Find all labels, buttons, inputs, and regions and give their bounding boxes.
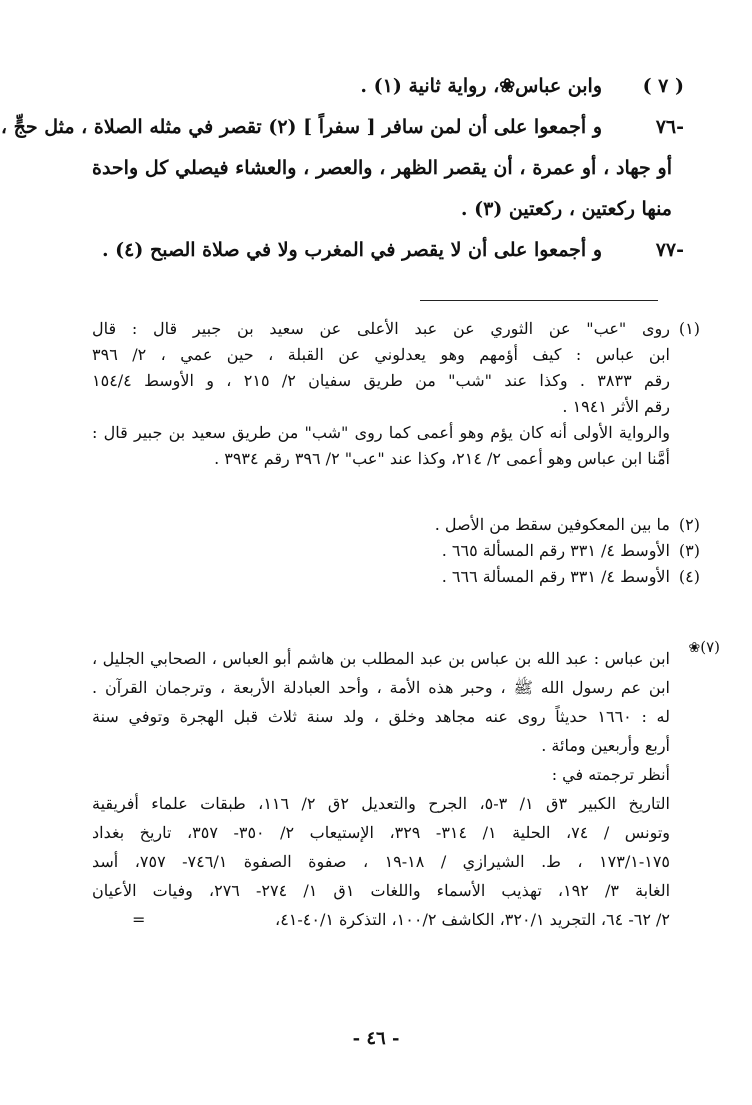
- main-text: [0, 66, 684, 271]
- bio-line: [92, 644, 670, 673]
- main-line-text: منها ركعتين ، ركعتين (٣) .: [460, 198, 672, 220]
- item-number: ( ٧ ): [642, 75, 684, 97]
- footnote-line: [92, 512, 700, 538]
- main-line: [92, 230, 684, 271]
- footnote-text: الأوسط ٤/ ٣٣١ رقم المسألة ٦٦٦ .: [441, 567, 670, 586]
- main-line-text: و أجمعوا على أن لا يقصر في المغرب ولا في صلاة الصبح (٤) .: [101, 239, 602, 261]
- bio-text: التاريخ الكبير ٣ق ١/ ٣-٥، الجرح والتعديل ٢ق ٢/ ١١٦، طبقات علماء أفريقية: [92, 794, 670, 813]
- main-line: [0, 107, 684, 148]
- bio-line: [92, 789, 670, 818]
- bio-text: أنظر ترجمته في :: [551, 765, 670, 784]
- footnote-number: (٣): [678, 541, 700, 560]
- bio-line: [92, 818, 670, 847]
- bio-line: [92, 876, 670, 905]
- main-line-text: وابن عباس❀، رواية ثانية (١) .: [360, 75, 602, 97]
- footnote-text: رقم ٣٨٣٣ . وكذا عند "شب" من طريق سفيان ٢/ ٢١٥ ، و الأوسط ١٥٤/٤: [92, 371, 671, 390]
- bio-text: وتونس / ٧٤، الحلية ١/ ٣١٤- ٣٢٩، الإستيعاب ٢/ ٣٥٠- ٣٥٧، تاريخ بغداد: [92, 823, 671, 842]
- footnote-text: ابن عباس : كيف أؤمهم وهو يعدلوني عن القبلة ، حين عمي ، ٢/ ٣٩٦: [92, 345, 670, 364]
- footnote-text: أمَّنا ابن عباس وهو أعمى ٢/ ٢١٤، وكذا عند "عب" ٢/ ٣٩٦ رقم ٣٩٣٤ .: [214, 449, 670, 468]
- continuation-mark: =: [132, 910, 146, 929]
- footnote-number: (٤): [678, 567, 700, 586]
- flower-icon: ❀: [688, 640, 701, 656]
- bio-text: ابن عباس : عبد الله بن عباس بن عبد المطلب بن هاشم أبو العباس ، الصحابي الجليل ،: [92, 649, 670, 668]
- bio-line: [92, 847, 670, 876]
- main-line-text: أو جهاد ، أو عمرة ، أن يقصر الظهر ، والعصر ، والعشاء فيصلي كل واحدة: [92, 157, 672, 179]
- bio-line: [92, 760, 670, 789]
- item-number: ٧٧-: [655, 239, 684, 261]
- main-line-text: و أجمعوا على أن لمن سافر [ سفراً ] (٢) تقصر في مثله الصلاة ، مثل حجٍّ ،: [0, 116, 602, 138]
- bio-line: [92, 731, 670, 760]
- footnote-text: والرواية الأولى أنه كان يؤم وهو أعمى كما روى "شب" من طريق سعيد بن جبير قال :: [92, 423, 670, 442]
- footnote-line: [92, 564, 700, 590]
- bio-text: ابن عم رسول الله ﷺ ، وحبر هذه الأمة ، وأحد العبادلة الأربعة ، وترجمان القرآن .: [92, 678, 670, 697]
- biography-note: [92, 638, 720, 934]
- footnote-line: [92, 368, 670, 394]
- footnote-text: الأوسط ٤/ ٣٣١ رقم المسألة ٦٦٥ .: [441, 541, 670, 560]
- footnotes: [92, 316, 700, 472]
- bio-number: [688, 638, 720, 656]
- bio-text: ٢/ ٦٢- ٦٤، التجريد ٣٢٠/١، الكاشف ١٠٠/٢، التذكرة ٤٠/١-٤١،: [275, 910, 670, 929]
- bio-line: [92, 905, 670, 934]
- footnote-text: رقم الأثر ١٩٤١ .: [562, 397, 670, 416]
- footnote-line: [92, 394, 670, 420]
- footnote-line: [92, 342, 670, 368]
- bio-line: [92, 702, 670, 731]
- bio-line: [92, 673, 670, 702]
- footnote-number: (١): [678, 319, 700, 338]
- footnote-text: روى "عب" عن الثوري عن عبد الأعلى عن سعيد بن جبير قال : قال: [92, 319, 670, 338]
- main-line: [92, 66, 684, 107]
- main-line: [92, 148, 672, 189]
- bio-text: ١٧٥-١٧٣/١ ، ط. الشيرازي / ١٨-١٩ ، صفوة الصفوة ٧٤٦/١- ٧٥٧، أسد: [92, 852, 670, 871]
- footnote-divider: [420, 300, 658, 301]
- bio-number-text: (٧): [700, 638, 720, 656]
- footnote-line: [92, 316, 700, 342]
- footnote-text: ما بين المعكوفين سقط من الأصل .: [434, 515, 670, 534]
- bio-text: أربع وأربعين ومائة .: [541, 736, 670, 755]
- bio-text: الغابة ٣/ ١٩٢، تهذيب الأسماء واللغات ١ق ١/ ٢٧٤- ٢٧٦، وفيات الأعيان: [92, 881, 671, 900]
- bio-text: له : ١٦٦٠ حديثاً روى عنه مجاهد وخلق ، ولد سنة ثلاث قبل الهجرة وتوفي سنة: [92, 707, 670, 726]
- footnote-number: (٢): [678, 515, 700, 534]
- item-number: ٧٦-: [655, 116, 684, 138]
- page-number: - ٤٦ -: [352, 1028, 400, 1049]
- footnote-line: [92, 420, 670, 446]
- footnote-line: [92, 446, 670, 472]
- footnotes-short: [92, 512, 700, 590]
- footnote-line: [92, 538, 700, 564]
- main-line: [92, 189, 672, 230]
